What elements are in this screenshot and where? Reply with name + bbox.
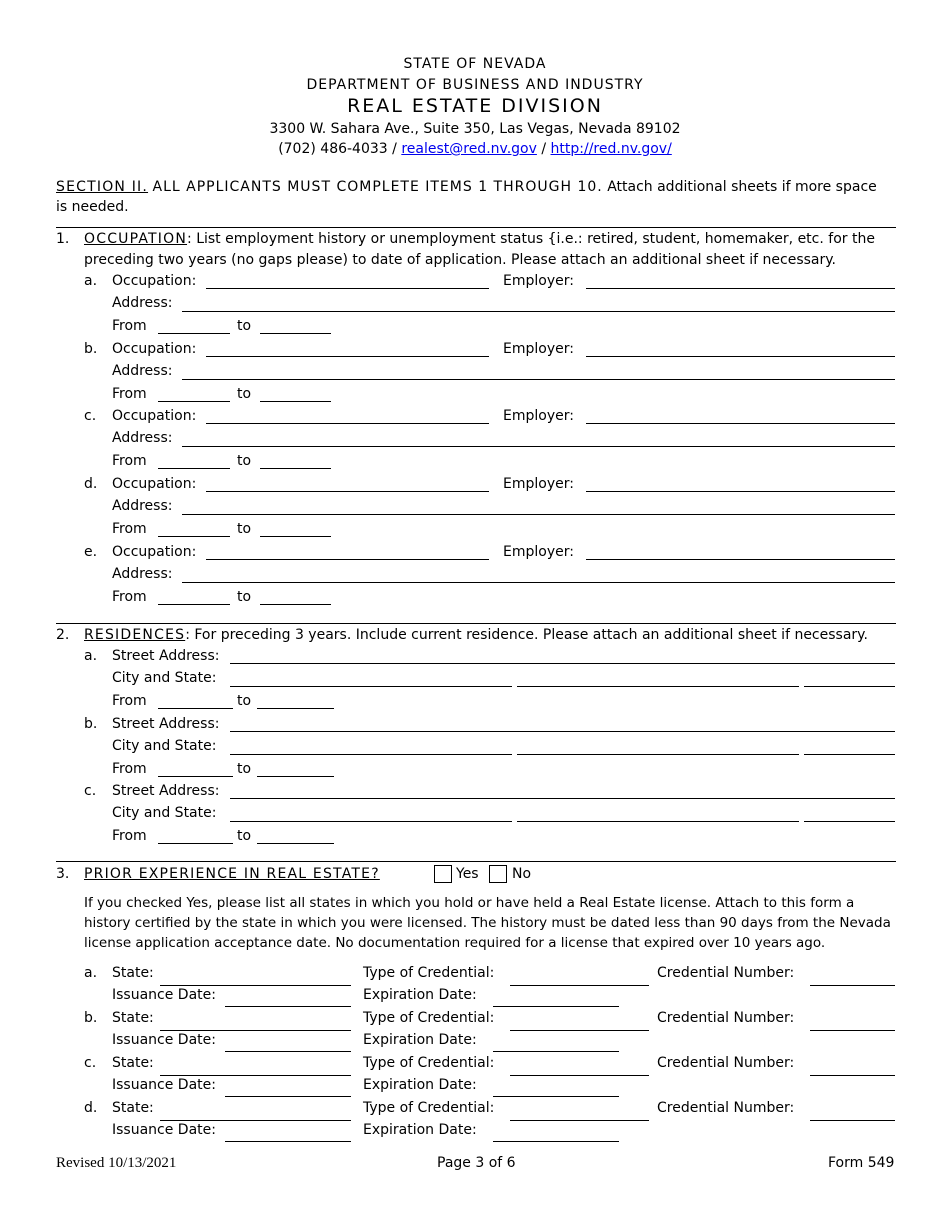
header-contact-line <box>0 141 950 157</box>
credential-number-field[interactable] <box>810 985 895 986</box>
occupation-field[interactable] <box>206 356 489 357</box>
to-date-field[interactable] <box>260 536 331 537</box>
issuance-date-field[interactable] <box>225 1051 351 1052</box>
street-address-field[interactable] <box>230 731 895 732</box>
q1-number: 1. <box>56 231 70 247</box>
q1-title-line <box>84 231 875 247</box>
city-field[interactable] <box>230 821 512 822</box>
credential-type-field[interactable] <box>510 1120 649 1121</box>
footer-revised: Revised 10/13/2021 <box>56 1155 177 1171</box>
issuance-date-field[interactable] <box>225 1006 351 1007</box>
address-field[interactable] <box>182 311 895 312</box>
street-address-field[interactable] <box>230 663 895 664</box>
employer-field[interactable] <box>586 423 895 424</box>
to-date-field[interactable] <box>257 708 334 709</box>
zip-field[interactable] <box>804 754 895 755</box>
state-field[interactable] <box>517 821 799 822</box>
state-field[interactable] <box>160 1075 351 1076</box>
state-label: State: <box>112 1055 154 1071</box>
from-date-field[interactable] <box>158 843 233 844</box>
state-label: State: <box>112 1100 154 1116</box>
state-field[interactable] <box>517 754 799 755</box>
from-label: From <box>112 521 147 538</box>
occupation-field[interactable] <box>206 423 489 424</box>
divider <box>56 227 896 228</box>
expiration-date-field[interactable] <box>493 1141 619 1142</box>
city-state-label: City and State: <box>112 670 217 686</box>
address-label: Address: <box>112 295 173 311</box>
credential-number-field[interactable] <box>810 1075 895 1076</box>
to-label: to <box>237 521 252 538</box>
from-date-field[interactable] <box>158 536 230 537</box>
to-date-field[interactable] <box>257 843 334 844</box>
to-label: to <box>237 693 252 709</box>
entry-letter: d. <box>84 1100 98 1116</box>
employer-field[interactable] <box>586 288 895 289</box>
entry-letter: b. <box>84 1010 98 1026</box>
address-field[interactable] <box>182 379 895 380</box>
from-label: From <box>112 318 147 334</box>
credential-type-field[interactable] <box>510 1075 649 1076</box>
q3-paragraph: If you checked Yes, please list all states in which you hold or have held a Real Estate license. Attach to this form a history certified by the state in which you were licensed. The history must be dated less than 90 days from the Nevada license application acceptance date. No documentation required for a license that expired over 10 years ago. <box>84 895 891 951</box>
expiration-date-field[interactable] <box>493 1006 619 1007</box>
footer-form: Form 549 <box>828 1155 895 1171</box>
credential-type-label: Type of Credential: <box>363 1055 495 1071</box>
from-date-field[interactable] <box>158 604 230 605</box>
to-label: to <box>237 588 252 605</box>
yes-label: Yes <box>456 866 479 882</box>
from-date-field[interactable] <box>158 708 233 709</box>
section-instruction <box>56 179 877 195</box>
q2-desc: : For preceding 3 years. Include current residence. Please attach an additional sheet if necessary. <box>185 627 868 643</box>
credential-number-label: Credential Number: <box>657 1055 795 1071</box>
to-label: to <box>237 828 252 845</box>
divider <box>56 861 896 862</box>
to-label: to <box>237 318 252 334</box>
occupation-label: Occupation: <box>112 273 197 289</box>
section-caps: ALL APPLICANTS MUST COMPLETE ITEMS 1 THROUGH 10. <box>152 179 603 195</box>
employer-label: Employer: <box>503 476 574 493</box>
to-label: to <box>237 385 252 402</box>
to-date-field[interactable] <box>260 333 331 334</box>
from-label: From <box>112 693 147 709</box>
to-label: to <box>237 453 252 470</box>
section-instruction-cont: is needed. <box>56 199 129 215</box>
credential-number-field[interactable] <box>810 1030 895 1031</box>
q1-desc-2: preceding two years (no gaps please) to date of application. Please attach an additional sheet if necessary. <box>84 252 836 268</box>
header-state: STATE OF NEVADA <box>403 56 547 72</box>
separator: / <box>541 141 547 157</box>
expiration-date-label: Expiration Date: <box>363 987 477 1003</box>
entry-letter: b. <box>84 715 98 732</box>
address-label: Address: <box>112 430 173 447</box>
credential-type-field[interactable] <box>510 985 649 986</box>
to-label: to <box>237 760 252 777</box>
entry-letter: e. <box>84 543 98 560</box>
to-date-field[interactable] <box>257 776 334 777</box>
entry-letter: a. <box>84 965 98 981</box>
from-label: From <box>112 760 147 777</box>
credential-type-label: Type of Credential: <box>363 965 495 981</box>
address-label: Address: <box>112 498 173 515</box>
header-phone: (702) 486-4033 <box>278 141 388 157</box>
occupation-field[interactable] <box>206 559 489 560</box>
header-department: DEPARTMENT OF BUSINESS AND INDUSTRY <box>306 77 644 93</box>
street-address-field[interactable] <box>230 798 895 799</box>
occupation-field[interactable] <box>206 288 489 289</box>
state-field[interactable] <box>160 985 351 986</box>
occupation-label: Occupation: <box>112 476 197 493</box>
from-date-field[interactable] <box>158 401 230 402</box>
credential-number-label: Credential Number: <box>657 965 795 981</box>
city-state-label: City and State: <box>112 737 217 754</box>
expiration-date-field[interactable] <box>493 1096 619 1097</box>
from-label: From <box>112 453 147 470</box>
zip-field[interactable] <box>804 821 895 822</box>
website-link[interactable]: http://red.nv.gov/ <box>550 141 672 157</box>
q2-title-line <box>84 627 868 643</box>
credential-type-field[interactable] <box>510 1030 649 1031</box>
entry-letter: a. <box>84 273 98 289</box>
from-date-field[interactable] <box>158 468 230 469</box>
street-address-label: Street Address: <box>112 648 220 664</box>
employer-field[interactable] <box>586 356 895 357</box>
employer-label: Employer: <box>503 340 574 357</box>
state-label: State: <box>112 1010 154 1026</box>
section-rest: Attach additional sheets if more space <box>607 179 877 195</box>
zip-field[interactable] <box>804 686 895 687</box>
issuance-date-label: Issuance Date: <box>112 1077 216 1093</box>
entry-letter: c. <box>84 783 97 800</box>
credential-type-label: Type of Credential: <box>363 1100 495 1116</box>
street-address-label: Street Address: <box>112 783 220 800</box>
address-field[interactable] <box>182 446 895 447</box>
footer-page: Page 3 of 6 <box>437 1155 516 1171</box>
issuance-date-label: Issuance Date: <box>112 1032 216 1048</box>
address-field[interactable] <box>182 582 895 583</box>
yes-checkbox[interactable] <box>434 865 452 883</box>
credential-number-label: Credential Number: <box>657 1010 795 1026</box>
no-label: No <box>512 866 532 882</box>
entry-letter: c. <box>84 408 97 425</box>
occupation-label: Occupation: <box>112 543 197 560</box>
from-label: From <box>112 588 147 605</box>
state-field[interactable] <box>517 686 799 687</box>
address-label: Address: <box>112 362 173 379</box>
q3-number: 3. <box>56 866 70 882</box>
expiration-date-label: Expiration Date: <box>363 1122 477 1138</box>
from-label: From <box>112 828 147 845</box>
q3-title: PRIOR EXPERIENCE IN REAL ESTATE? <box>84 866 380 882</box>
to-date-field[interactable] <box>260 401 331 402</box>
q1-title: OCCUPATION <box>84 231 188 247</box>
employer-label: Employer: <box>503 408 574 425</box>
section-label: SECTION II. <box>56 179 149 195</box>
issuance-date-field[interactable] <box>225 1096 351 1097</box>
credential-number-field[interactable] <box>810 1120 895 1121</box>
state-field[interactable] <box>160 1120 351 1121</box>
from-label: From <box>112 385 147 402</box>
street-address-label: Street Address: <box>112 715 220 732</box>
address-field[interactable] <box>182 514 895 515</box>
occupation-label: Occupation: <box>112 340 197 357</box>
email-link[interactable]: realest@red.nv.gov <box>401 141 537 157</box>
no-checkbox[interactable] <box>489 865 507 883</box>
city-field[interactable] <box>230 754 512 755</box>
credential-type-label: Type of Credential: <box>363 1010 495 1026</box>
entry-letter: d. <box>84 476 98 493</box>
employer-label: Employer: <box>503 273 574 289</box>
city-field[interactable] <box>230 686 512 687</box>
divider <box>56 623 896 624</box>
expiration-date-label: Expiration Date: <box>363 1032 477 1048</box>
occupation-field[interactable] <box>206 491 489 492</box>
issuance-date-label: Issuance Date: <box>112 1122 216 1138</box>
header-division: REAL ESTATE DIVISION <box>347 95 603 117</box>
to-date-field[interactable] <box>260 604 331 605</box>
q2-title: RESIDENCES <box>84 627 186 643</box>
q2-number: 2. <box>56 627 70 643</box>
credential-number-label: Credential Number: <box>657 1100 795 1116</box>
q1-desc-1: : List employment history or unemployment status {i.e.: retired, student, homemaker, etc. for the <box>187 231 875 247</box>
employer-field[interactable] <box>586 559 895 560</box>
employer-label: Employer: <box>503 543 574 560</box>
entry-letter: b. <box>84 340 98 357</box>
entry-letter: a. <box>84 648 98 664</box>
employer-field[interactable] <box>586 491 895 492</box>
occupation-label: Occupation: <box>112 408 197 425</box>
expiration-date-field[interactable] <box>493 1051 619 1052</box>
to-date-field[interactable] <box>260 468 331 469</box>
from-date-field[interactable] <box>158 333 230 334</box>
header-address: 3300 W. Sahara Ave., Suite 350, Las Vegas, Nevada 89102 <box>269 121 681 137</box>
entry-letter: c. <box>84 1055 97 1071</box>
city-state-label: City and State: <box>112 805 217 822</box>
state-label: State: <box>112 965 154 981</box>
state-field[interactable] <box>160 1030 351 1031</box>
address-label: Address: <box>112 565 173 582</box>
issuance-date-field[interactable] <box>225 1141 351 1142</box>
issuance-date-label: Issuance Date: <box>112 987 216 1003</box>
expiration-date-label: Expiration Date: <box>363 1077 477 1093</box>
separator: / <box>392 141 397 157</box>
from-date-field[interactable] <box>158 776 233 777</box>
